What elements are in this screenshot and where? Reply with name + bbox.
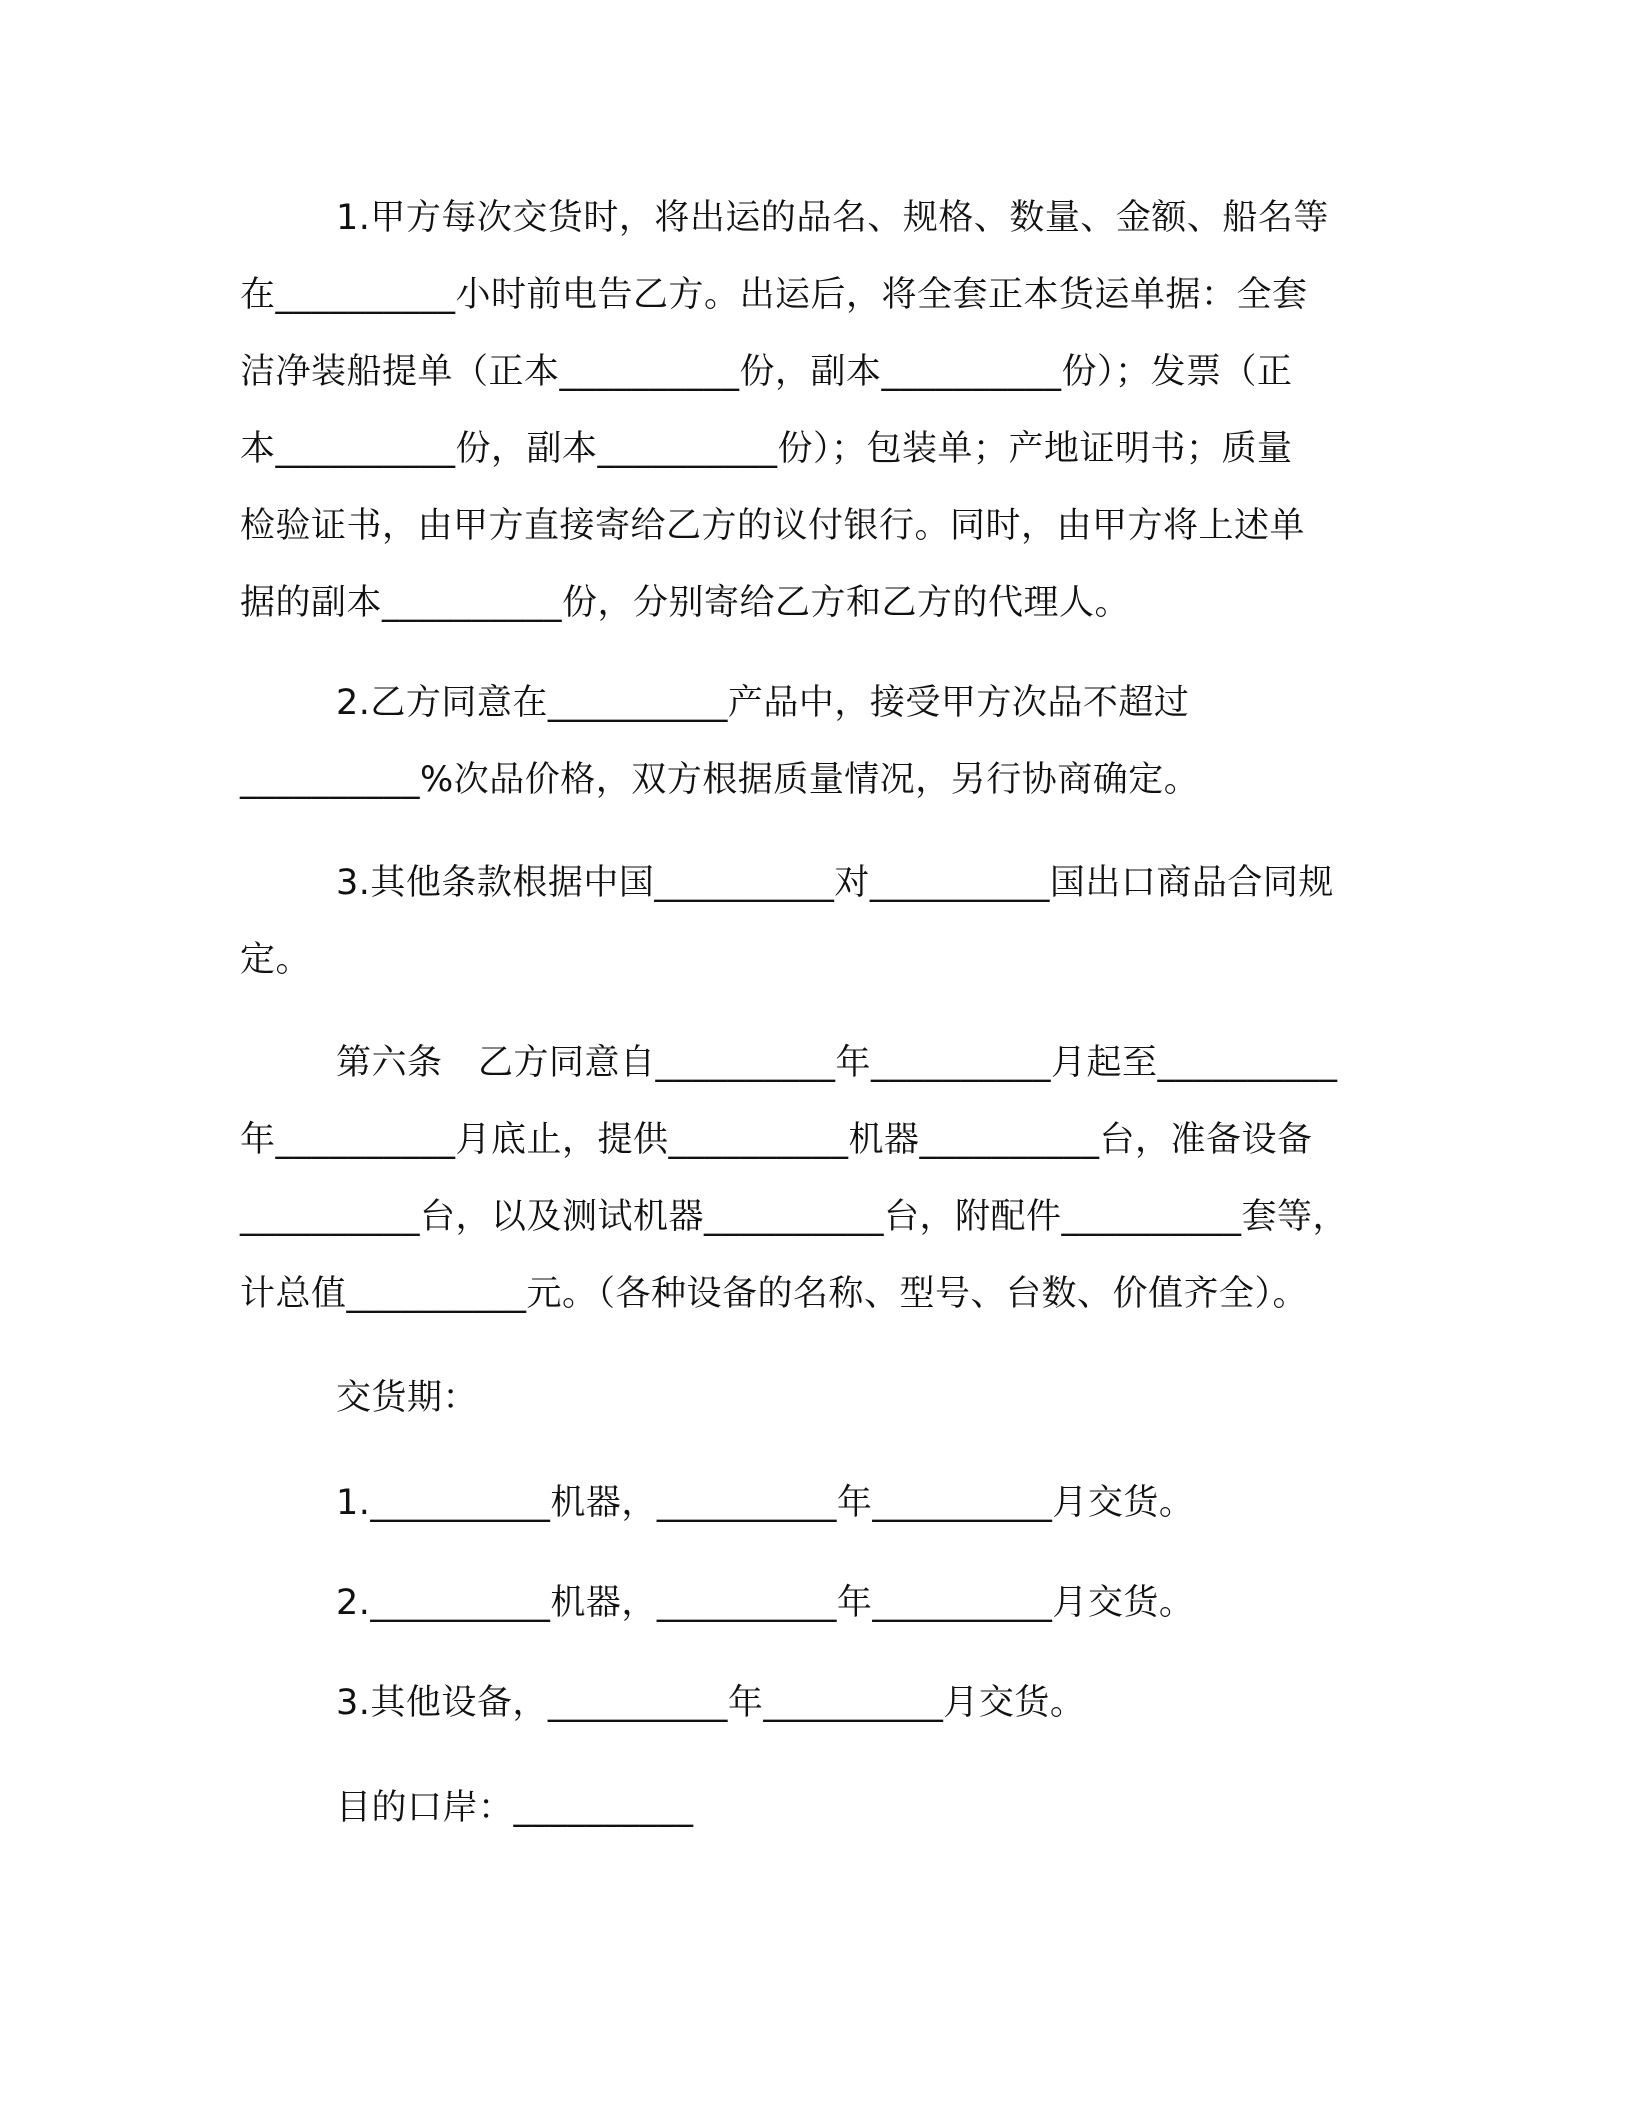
paragraph-line: 3.其他条款根据中国__________对__________国出口商品合同规 [336,863,1334,903]
paragraph-line: 1.甲方每次交货时，将出运的品名、规格、数量、金额、船名等 [336,198,1329,238]
destination-port-text: 目的口岸：__________ [336,1788,694,1828]
delivery-item-text: 1.__________机器，__________年__________月交货。 [336,1483,1195,1523]
delivery-item-text: 2.__________机器，__________年__________月交货。 [336,1583,1195,1623]
paragraph-line: 洁净装船提单（正本__________份，副本__________份）；发票（正 [240,352,1293,392]
paragraph-line: 年__________月底止，提供__________机器__________台，准备设备 [240,1120,1313,1160]
paragraph-line: 本__________份，副本__________份）；包装单；产地证明书；质量 [240,429,1293,469]
paragraph-line: 定。 [240,940,312,980]
paragraph-line: 在__________小时前电告乙方。出运后，将全套正本货运单据：全套 [240,275,1308,315]
delivery-heading-text: 交货期： [336,1378,479,1418]
destination-port [240,1770,1390,1847]
other-terms-paragraph [240,845,1390,999]
paragraph-line: 第六条 乙方同意自__________年__________月起至__________ [336,1043,1338,1083]
delivery-item-text: 3.其他设备，__________年__________月交货。 [336,1683,1086,1723]
delivery-period-heading [240,1360,1390,1437]
delivery-item-1 [240,1465,1390,1542]
delivery-notice-paragraph [240,180,1390,642]
delivery-item-3 [240,1665,1390,1742]
clause-six-paragraph [240,1025,1390,1333]
defective-goods-paragraph [240,665,1390,819]
paragraph-line: __________%次品价格，双方根据质量情况，另行协商确定。 [240,760,1200,800]
paragraph-line: 2.乙方同意在__________产品中，接受甲方次品不超过 [336,683,1190,723]
paragraph-line: 检验证书，由甲方直接寄给乙方的议付银行。同时，由甲方将上述单 [240,506,1306,546]
paragraph-line: __________台，以及测试机器__________台，附配件__________套等， [240,1197,1349,1237]
paragraph-line: 计总值__________元。（各种设备的名称、型号、台数、价值齐全）。 [240,1274,1309,1314]
delivery-item-2 [240,1565,1390,1642]
paragraph-line: 据的副本__________份，分别寄给乙方和乙方的代理人。 [240,583,1131,623]
